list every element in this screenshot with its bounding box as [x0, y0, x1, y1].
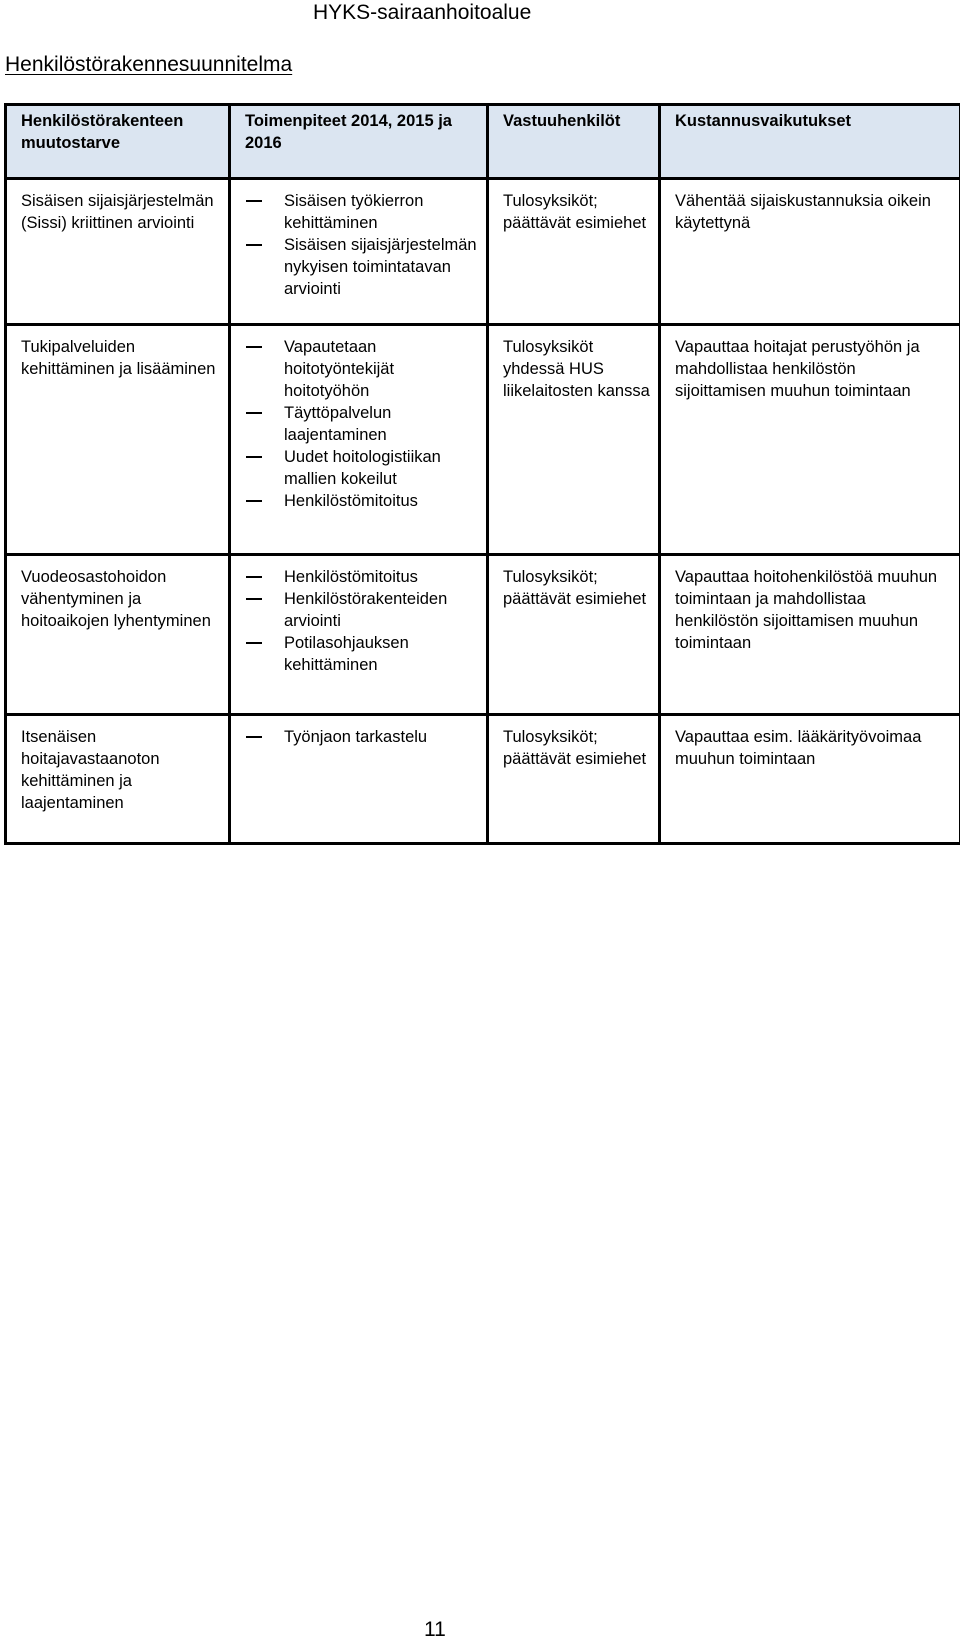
dash-bullet-icon: [246, 244, 262, 246]
dash-bullet-icon: [246, 346, 262, 348]
document-title: Henkilöstörakennesuunnitelma: [5, 53, 293, 76]
action-text: Vapautetaan hoitotyöntekijät hoitotyöhön: [284, 338, 395, 400]
action-text: Sisäisen sijaisjärjestelmän nykyisen toimintatavan arviointi: [284, 236, 477, 298]
page-number: 11: [424, 1618, 446, 1641]
dash-bullet-icon: [246, 736, 262, 738]
list-item: [241, 566, 478, 588]
action-text: Uudet hoitologistiikan mallien kokeilut: [284, 448, 441, 488]
action-text: Henkilöstömitoitus: [284, 492, 418, 510]
action-text: Työnjaon tarkastelu: [284, 728, 428, 746]
table-row: [6, 555, 960, 715]
list-item: [241, 588, 478, 632]
dash-bullet-icon: [246, 500, 262, 502]
cell-actions: [230, 715, 488, 844]
action-list: [241, 566, 478, 676]
action-text: Henkilöstörakenteiden arviointi: [284, 590, 448, 630]
list-item: [241, 446, 478, 490]
cell-responsible: Tulosyksiköt; päättävät esimiehet: [488, 715, 660, 844]
action-list: [241, 726, 478, 748]
action-text: Potilasohjauksen kehittäminen: [284, 634, 409, 674]
table-row: [6, 715, 960, 844]
list-item: [241, 190, 478, 234]
table-body: [6, 179, 960, 844]
list-item: [241, 726, 478, 748]
action-text: Täyttöpalvelun laajentaminen: [284, 404, 392, 444]
cell-actions: [230, 555, 488, 715]
cell-need: Vuodeosastohoidon vähentyminen ja hoitoaikojen lyhentyminen: [6, 555, 230, 715]
table-row: [6, 179, 960, 325]
list-item: [241, 402, 478, 446]
cell-responsible: Tulosyksiköt; päättävät esimiehet: [488, 555, 660, 715]
list-item: [241, 234, 478, 300]
dash-bullet-icon: [246, 456, 262, 458]
cell-actions: [230, 325, 488, 555]
list-item: [241, 490, 478, 512]
cell-responsible: Tulosyksiköt; päättävät esimiehet: [488, 179, 660, 325]
table-header-row: [6, 105, 960, 179]
cell-responsible: Tulosyksiköt yhdessä HUS liikelaitosten kanssa: [488, 325, 660, 555]
dash-bullet-icon: [246, 200, 262, 202]
cell-cost-effect: Vapauttaa hoitajat perustyöhön ja mahdollistaa henkilöstön sijoittamisen muuhun toimintaan: [660, 325, 960, 555]
column-header-need: Henkilöstörakenteen muutostarve: [6, 105, 230, 179]
action-text: Henkilöstömitoitus: [284, 568, 418, 586]
cell-need: Itsenäisen hoitajavastaanoton kehittäminen ja laajentaminen: [6, 715, 230, 844]
organization-header: HYKS-sairaanhoitoalue: [313, 1, 532, 24]
dash-bullet-icon: [246, 576, 262, 578]
cell-need: Tukipalveluiden kehittäminen ja lisääminen: [6, 325, 230, 555]
cell-cost-effect: Vapauttaa esim. lääkärityövoimaa muuhun toimintaan: [660, 715, 960, 844]
dash-bullet-icon: [246, 598, 262, 600]
list-item: [241, 336, 478, 402]
column-header-actions: Toimenpiteet 2014, 2015 ja 2016: [230, 105, 488, 179]
cell-need: Sisäisen sijaisjärjestelmän (Sissi) kriittinen arviointi: [6, 179, 230, 325]
column-header-cost-effect: Kustannusvaikutukset: [660, 105, 960, 179]
staff-structure-table: [4, 103, 960, 845]
list-item: [241, 632, 478, 676]
table-row: [6, 325, 960, 555]
action-list: [241, 336, 478, 512]
dash-bullet-icon: [246, 412, 262, 414]
cell-cost-effect: Vähentää sijaiskustannuksia oikein käytettynä: [660, 179, 960, 325]
cell-actions: [230, 179, 488, 325]
dash-bullet-icon: [246, 642, 262, 644]
action-list: [241, 190, 478, 300]
column-header-responsible: Vastuuhenkilöt: [488, 105, 660, 179]
cell-cost-effect: Vapauttaa hoitohenkilöstöä muuhun toimintaan ja mahdollistaa henkilöstön sijoittamisen muuhun toimintaan: [660, 555, 960, 715]
action-text: Sisäisen työkierron kehittäminen: [284, 192, 424, 232]
